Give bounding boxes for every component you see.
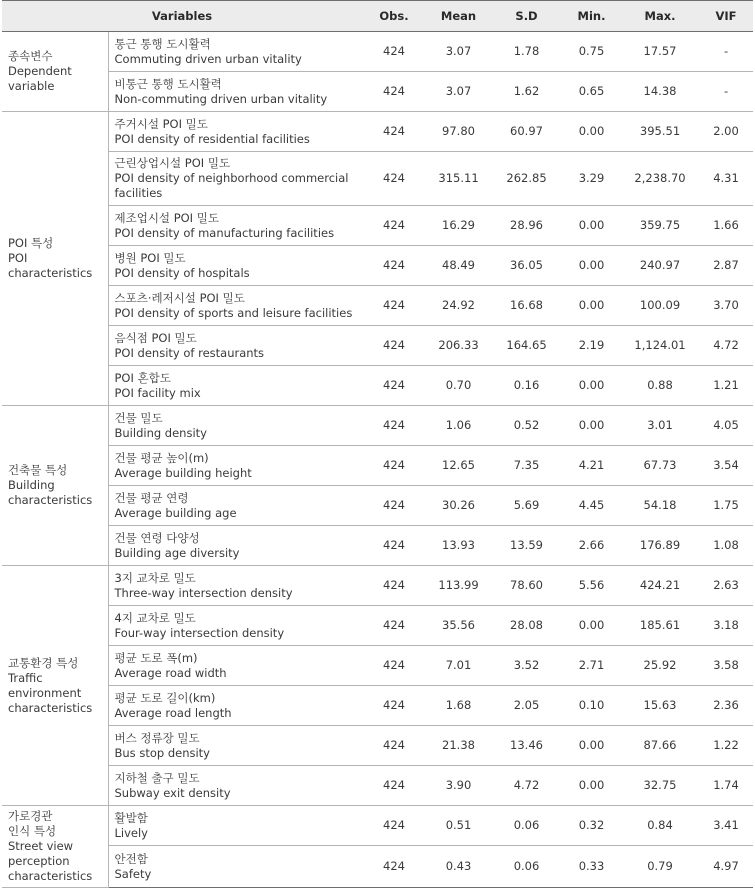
vif-cell: 4.31 bbox=[699, 152, 753, 206]
statistics-table bbox=[2, 0, 753, 888]
variable-name-ko: 활발함 bbox=[114, 810, 148, 825]
variable-name-ko: 병원 POI 밀도 bbox=[114, 250, 186, 265]
variable-name-en: POI facility mix bbox=[114, 385, 201, 400]
max-cell: 2,238.70 bbox=[621, 152, 699, 206]
vif-cell: 3.18 bbox=[699, 606, 753, 646]
category-line: Traffic bbox=[8, 670, 43, 685]
variable-cell bbox=[108, 806, 362, 846]
mean-cell: 16.29 bbox=[426, 206, 491, 246]
vif-cell: 4.97 bbox=[699, 846, 753, 888]
min-cell: 3.29 bbox=[562, 152, 621, 206]
obs-cell: 424 bbox=[362, 446, 426, 486]
max-cell: 17.57 bbox=[621, 32, 699, 72]
variable-cell bbox=[108, 646, 362, 686]
min-cell: 0.00 bbox=[562, 246, 621, 286]
variable-name-ko: 건물 평균 연령 bbox=[114, 490, 189, 505]
min-cell: 4.45 bbox=[562, 486, 621, 526]
max-cell: 240.97 bbox=[621, 246, 699, 286]
max-cell: 67.73 bbox=[621, 446, 699, 486]
sd-cell: 36.05 bbox=[491, 246, 562, 286]
variable-name-ko: POI 혼합도 bbox=[114, 370, 171, 385]
obs-cell: 424 bbox=[362, 486, 426, 526]
variable-name-en: Commuting driven urban vitality bbox=[114, 51, 302, 66]
vif-cell: 4.72 bbox=[699, 326, 753, 366]
variable-name-ko: 음식점 POI 밀도 bbox=[114, 330, 197, 345]
category-line: 교통환경 특성 bbox=[8, 655, 79, 670]
variable-cell bbox=[108, 286, 362, 326]
max-cell: 185.61 bbox=[621, 606, 699, 646]
mean-cell: 1.06 bbox=[426, 406, 491, 446]
header-mean: Mean bbox=[426, 1, 491, 32]
min-cell: 0.00 bbox=[562, 606, 621, 646]
sd-cell: 0.16 bbox=[491, 366, 562, 406]
table-row bbox=[2, 246, 753, 286]
obs-cell: 424 bbox=[362, 152, 426, 206]
category-cell bbox=[2, 806, 108, 888]
category-line: 가로경관 bbox=[8, 809, 53, 823]
variable-cell bbox=[108, 726, 362, 766]
variable-cell bbox=[108, 606, 362, 646]
min-cell: 0.10 bbox=[562, 686, 621, 726]
header-obs: Obs. bbox=[362, 1, 426, 32]
mean-cell: 3.07 bbox=[426, 72, 491, 112]
vif-cell: - bbox=[699, 32, 753, 72]
variable-cell bbox=[108, 32, 362, 72]
header-min: Min. bbox=[562, 1, 621, 32]
variable-name-en: POI density of manufacturing facilities bbox=[114, 225, 335, 240]
obs-cell: 424 bbox=[362, 846, 426, 888]
sd-cell: 262.85 bbox=[491, 152, 562, 206]
table-row bbox=[2, 286, 753, 326]
variable-name-en: Three-way intersection density bbox=[114, 585, 293, 600]
category-line: perception bbox=[8, 854, 70, 868]
vif-cell: 1.22 bbox=[699, 726, 753, 766]
table-row bbox=[2, 32, 753, 72]
max-cell: 359.75 bbox=[621, 206, 699, 246]
table-row bbox=[2, 486, 753, 526]
vif-cell: 1.74 bbox=[699, 766, 753, 806]
variable-name-en: Building age diversity bbox=[114, 545, 240, 560]
table-body bbox=[2, 32, 753, 888]
max-cell: 0.79 bbox=[621, 846, 699, 888]
variable-name-ko: 평균 도로 길이(km) bbox=[114, 690, 216, 705]
sd-cell: 13.46 bbox=[491, 726, 562, 766]
max-cell: 87.66 bbox=[621, 726, 699, 766]
max-cell: 0.88 bbox=[621, 366, 699, 406]
vif-cell: 2.36 bbox=[699, 686, 753, 726]
min-cell: 0.00 bbox=[562, 206, 621, 246]
min-cell: 2.19 bbox=[562, 326, 621, 366]
variable-name-ko: 3지 교차로 밀도 bbox=[114, 570, 196, 585]
table-row bbox=[2, 72, 753, 112]
sd-cell: 78.60 bbox=[491, 566, 562, 606]
max-cell: 0.84 bbox=[621, 806, 699, 846]
table-row bbox=[2, 606, 753, 646]
max-cell: 32.75 bbox=[621, 766, 699, 806]
variable-name-en: Average building height bbox=[114, 465, 252, 480]
variable-name-en: Subway exit density bbox=[114, 785, 231, 800]
category-cell bbox=[2, 406, 108, 566]
variable-cell bbox=[108, 246, 362, 286]
vif-cell: 1.66 bbox=[699, 206, 753, 246]
variable-cell bbox=[108, 366, 362, 406]
sd-cell: 5.69 bbox=[491, 486, 562, 526]
mean-cell: 21.38 bbox=[426, 726, 491, 766]
category-line: Dependent bbox=[8, 64, 72, 78]
mean-cell: 206.33 bbox=[426, 326, 491, 366]
mean-cell: 97.80 bbox=[426, 112, 491, 152]
obs-cell: 424 bbox=[362, 566, 426, 606]
mean-cell: 7.01 bbox=[426, 646, 491, 686]
header-row bbox=[2, 1, 753, 32]
obs-cell: 424 bbox=[362, 726, 426, 766]
mean-cell: 3.90 bbox=[426, 766, 491, 806]
category-line: characteristics bbox=[8, 869, 93, 883]
sd-cell: 3.52 bbox=[491, 646, 562, 686]
variable-cell bbox=[108, 152, 362, 206]
sd-cell: 16.68 bbox=[491, 286, 562, 326]
variable-cell bbox=[108, 406, 362, 446]
table-row bbox=[2, 726, 753, 766]
sd-cell: 28.96 bbox=[491, 206, 562, 246]
mean-cell: 315.11 bbox=[426, 152, 491, 206]
category-line: environment bbox=[8, 685, 82, 700]
mean-cell: 24.92 bbox=[426, 286, 491, 326]
variable-name-ko: 버스 정류장 밀도 bbox=[114, 730, 200, 745]
variable-name-ko: 4지 교차로 밀도 bbox=[114, 610, 196, 625]
max-cell: 15.63 bbox=[621, 686, 699, 726]
vif-cell: 2.87 bbox=[699, 246, 753, 286]
table-row bbox=[2, 846, 753, 888]
table-row bbox=[2, 686, 753, 726]
mean-cell: 113.99 bbox=[426, 566, 491, 606]
table-row bbox=[2, 646, 753, 686]
vif-cell: 3.70 bbox=[699, 286, 753, 326]
variable-cell bbox=[108, 526, 362, 566]
sd-cell: 0.52 bbox=[491, 406, 562, 446]
max-cell: 54.18 bbox=[621, 486, 699, 526]
category-cell bbox=[2, 112, 108, 406]
variable-cell bbox=[108, 766, 362, 806]
variable-cell bbox=[108, 112, 362, 152]
vif-cell: 2.63 bbox=[699, 566, 753, 606]
category-cell bbox=[2, 566, 108, 806]
obs-cell: 424 bbox=[362, 72, 426, 112]
min-cell: 0.33 bbox=[562, 846, 621, 888]
max-cell: 14.38 bbox=[621, 72, 699, 112]
vif-cell: 3.54 bbox=[699, 446, 753, 486]
sd-cell: 1.62 bbox=[491, 72, 562, 112]
max-cell: 395.51 bbox=[621, 112, 699, 152]
sd-cell: 60.97 bbox=[491, 112, 562, 152]
header-max: Max. bbox=[621, 1, 699, 32]
variable-name-en: Safety bbox=[114, 866, 152, 881]
variable-cell bbox=[108, 486, 362, 526]
min-cell: 0.00 bbox=[562, 406, 621, 446]
min-cell: 2.71 bbox=[562, 646, 621, 686]
category-line: 인식 특성 bbox=[8, 824, 57, 838]
max-cell: 25.92 bbox=[621, 646, 699, 686]
variable-name-ko: 근린상업시설 POI 밀도 bbox=[114, 156, 231, 170]
variable-name-en: POI density of neighborhood commercial facilities bbox=[114, 171, 349, 200]
sd-cell: 0.06 bbox=[491, 846, 562, 888]
variable-cell bbox=[108, 446, 362, 486]
mean-cell: 3.07 bbox=[426, 32, 491, 72]
header-vif: VIF bbox=[699, 1, 753, 32]
category-line: Street view bbox=[8, 839, 74, 853]
variable-name-en: Four-way intersection density bbox=[114, 625, 285, 640]
mean-cell: 0.43 bbox=[426, 846, 491, 888]
sd-cell: 1.78 bbox=[491, 32, 562, 72]
category-cell bbox=[2, 32, 108, 112]
variable-cell bbox=[108, 686, 362, 726]
max-cell: 1,124.01 bbox=[621, 326, 699, 366]
table-row bbox=[2, 152, 753, 206]
obs-cell: 424 bbox=[362, 806, 426, 846]
obs-cell: 424 bbox=[362, 526, 426, 566]
table-row bbox=[2, 406, 753, 446]
vif-cell: 3.41 bbox=[699, 806, 753, 846]
variable-name-ko: 스포츠·레저시설 POI 밀도 bbox=[114, 290, 245, 305]
variable-name-en: Building density bbox=[114, 425, 207, 440]
obs-cell: 424 bbox=[362, 406, 426, 446]
sd-cell: 28.08 bbox=[491, 606, 562, 646]
variable-name-ko: 비통근 통행 도시활력 bbox=[114, 76, 222, 91]
variable-name-ko: 건물 연령 다양성 bbox=[114, 530, 200, 545]
category-line: variable bbox=[8, 79, 55, 93]
variable-cell bbox=[108, 566, 362, 606]
variable-name-en: Lively bbox=[114, 825, 148, 840]
header-variables: Variables bbox=[2, 1, 362, 32]
min-cell: 0.00 bbox=[562, 726, 621, 766]
table-row bbox=[2, 806, 753, 846]
variable-name-en: POI density of restaurants bbox=[114, 345, 265, 360]
variable-name-ko: 주거시설 POI 밀도 bbox=[114, 116, 208, 131]
obs-cell: 424 bbox=[362, 366, 426, 406]
vif-cell: 1.08 bbox=[699, 526, 753, 566]
mean-cell: 13.93 bbox=[426, 526, 491, 566]
min-cell: 5.56 bbox=[562, 566, 621, 606]
obs-cell: 424 bbox=[362, 112, 426, 152]
variable-name-en: Average building age bbox=[114, 505, 237, 520]
obs-cell: 424 bbox=[362, 646, 426, 686]
variable-name-en: Average road length bbox=[114, 705, 232, 720]
category-line: 건축물 특성 bbox=[8, 463, 68, 477]
max-cell: 424.21 bbox=[621, 566, 699, 606]
table-row bbox=[2, 766, 753, 806]
obs-cell: 424 bbox=[362, 606, 426, 646]
variable-cell bbox=[108, 206, 362, 246]
sd-cell: 7.35 bbox=[491, 446, 562, 486]
min-cell: 4.21 bbox=[562, 446, 621, 486]
mean-cell: 0.51 bbox=[426, 806, 491, 846]
table-row bbox=[2, 206, 753, 246]
mean-cell: 30.26 bbox=[426, 486, 491, 526]
variable-name-en: POI density of hospitals bbox=[114, 265, 250, 280]
min-cell: 0.00 bbox=[562, 112, 621, 152]
min-cell: 2.66 bbox=[562, 526, 621, 566]
category-line: characteristics bbox=[8, 493, 93, 507]
variable-name-ko: 지하철 출구 밀도 bbox=[114, 770, 200, 785]
variable-name-ko: 건물 평균 높이(m) bbox=[114, 450, 209, 465]
sd-cell: 13.59 bbox=[491, 526, 562, 566]
min-cell: 0.32 bbox=[562, 806, 621, 846]
variable-name-en: Bus stop density bbox=[114, 745, 210, 760]
variable-name-ko: 안전함 bbox=[114, 851, 148, 866]
obs-cell: 424 bbox=[362, 686, 426, 726]
table-row bbox=[2, 566, 753, 606]
vif-cell: 3.58 bbox=[699, 646, 753, 686]
sd-cell: 0.06 bbox=[491, 806, 562, 846]
obs-cell: 424 bbox=[362, 32, 426, 72]
variable-cell bbox=[108, 72, 362, 112]
table-row bbox=[2, 326, 753, 366]
max-cell: 100.09 bbox=[621, 286, 699, 326]
sd-cell: 2.05 bbox=[491, 686, 562, 726]
variable-name-en: Non-commuting driven urban vitality bbox=[114, 91, 328, 106]
vif-cell: 4.05 bbox=[699, 406, 753, 446]
variable-name-en: Average road width bbox=[114, 665, 227, 680]
min-cell: 0.00 bbox=[562, 286, 621, 326]
obs-cell: 424 bbox=[362, 326, 426, 366]
table-row bbox=[2, 366, 753, 406]
min-cell: 0.00 bbox=[562, 766, 621, 806]
category-line: POI bbox=[8, 251, 28, 265]
category-line: characteristics bbox=[8, 266, 93, 280]
variable-name-en: POI density of residential facilities bbox=[114, 131, 310, 146]
variable-name-en: POI density of sports and leisure facilities bbox=[114, 305, 353, 320]
obs-cell: 424 bbox=[362, 206, 426, 246]
max-cell: 176.89 bbox=[621, 526, 699, 566]
variable-name-ko: 건물 밀도 bbox=[114, 410, 163, 425]
mean-cell: 35.56 bbox=[426, 606, 491, 646]
max-cell: 3.01 bbox=[621, 406, 699, 446]
table-row bbox=[2, 526, 753, 566]
category-line: characteristics bbox=[8, 700, 93, 715]
vif-cell: 1.21 bbox=[699, 366, 753, 406]
variable-name-ko: 평균 도로 폭(m) bbox=[114, 650, 198, 665]
variable-cell bbox=[108, 846, 362, 888]
header-sd: S.D bbox=[491, 1, 562, 32]
sd-cell: 4.72 bbox=[491, 766, 562, 806]
min-cell: 0.65 bbox=[562, 72, 621, 112]
mean-cell: 1.68 bbox=[426, 686, 491, 726]
mean-cell: 12.65 bbox=[426, 446, 491, 486]
mean-cell: 48.49 bbox=[426, 246, 491, 286]
mean-cell: 0.70 bbox=[426, 366, 491, 406]
min-cell: 0.75 bbox=[562, 32, 621, 72]
obs-cell: 424 bbox=[362, 286, 426, 326]
vif-cell: 1.75 bbox=[699, 486, 753, 526]
obs-cell: 424 bbox=[362, 246, 426, 286]
obs-cell: 424 bbox=[362, 766, 426, 806]
variable-name-ko: 제조업시설 POI 밀도 bbox=[114, 210, 219, 225]
min-cell: 0.00 bbox=[562, 366, 621, 406]
category-line: Building bbox=[8, 478, 55, 492]
sd-cell: 164.65 bbox=[491, 326, 562, 366]
table-row bbox=[2, 446, 753, 486]
category-line: POI 특성 bbox=[8, 236, 54, 250]
variable-name-ko: 통근 통행 도시활력 bbox=[114, 36, 211, 51]
category-line: 종속변수 bbox=[8, 49, 53, 63]
variable-cell bbox=[108, 326, 362, 366]
table-row bbox=[2, 112, 753, 152]
vif-cell: 2.00 bbox=[699, 112, 753, 152]
vif-cell: - bbox=[699, 72, 753, 112]
